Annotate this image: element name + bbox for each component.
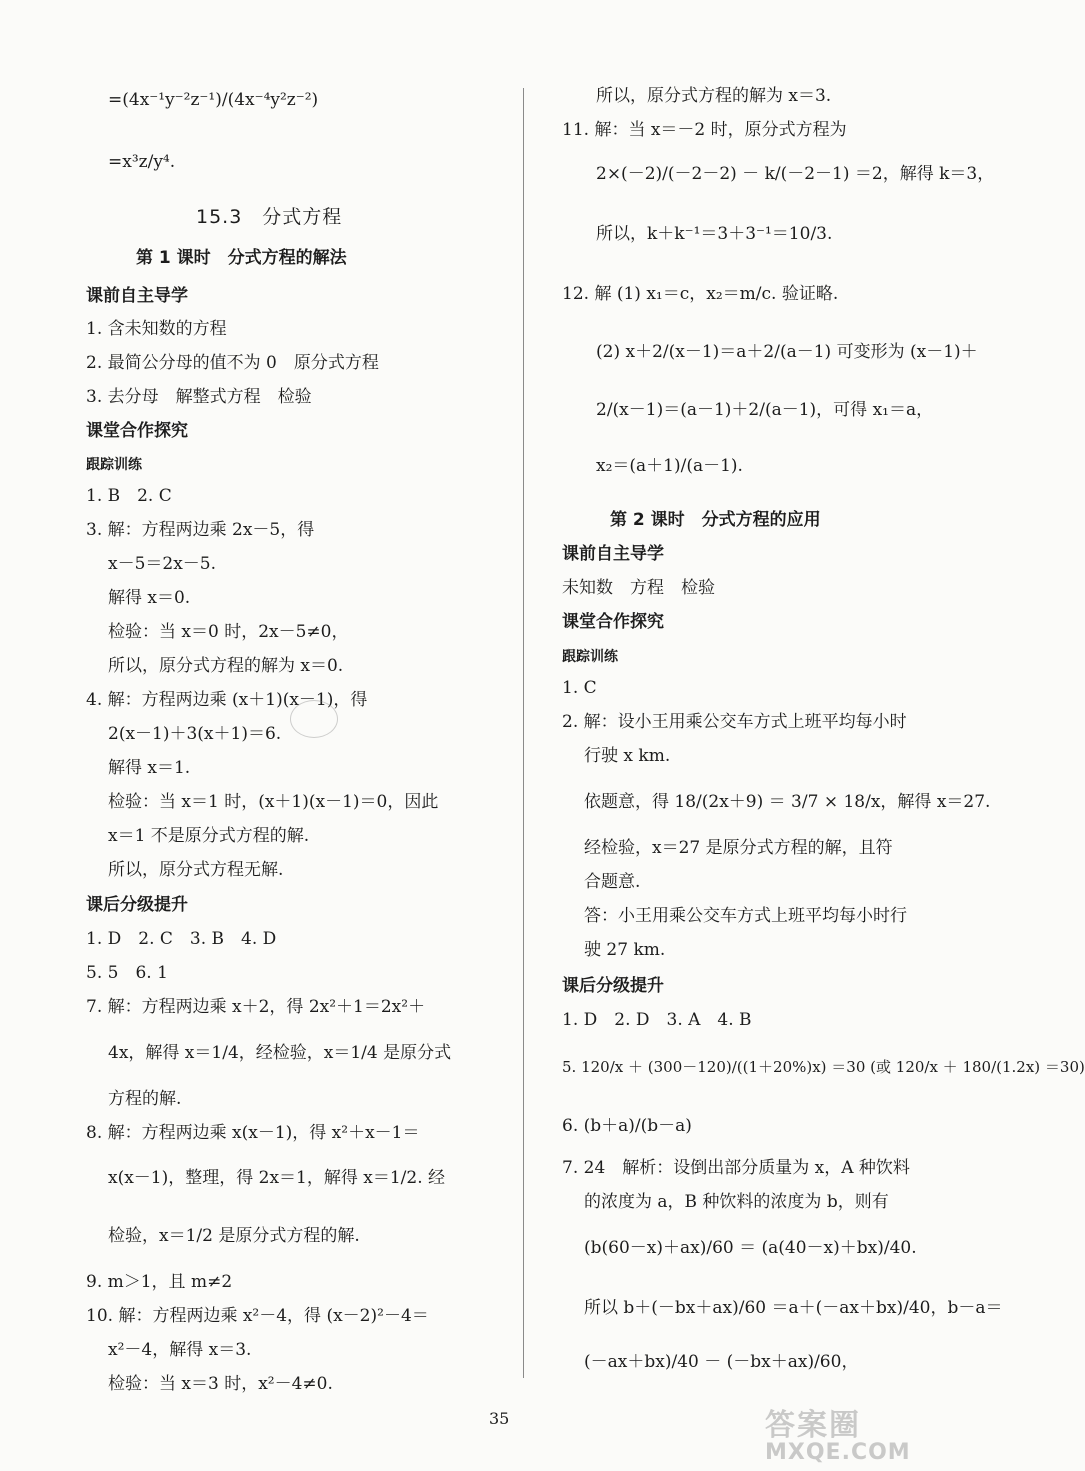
answer-line: 9. m＞1，且 m≠2 (86, 1272, 233, 1292)
heading-after-class: 课后分级提升 (562, 976, 664, 996)
answer-line: 未知数 方程 检验 (562, 578, 715, 598)
expression-line-2: =x³z/y⁴. (108, 152, 176, 172)
answer-line: 经检验，x＝27 是原分式方程的解，且符 (584, 838, 893, 858)
stamp-mark (290, 700, 338, 738)
answer-line: 检验，x＝1/2 是原分式方程的解. (108, 1226, 360, 1246)
lesson-1-title: 第 1 课时 分式方程的解法 (136, 248, 347, 268)
answer-line: 解得 x＝1. (108, 758, 191, 778)
expression-line-1: =(4x⁻¹y⁻²z⁻¹)/(4x⁻⁴y²z⁻²) (108, 90, 319, 110)
answer-line: 所以，k＋k⁻¹＝3＋3⁻¹＝10/3. (596, 224, 833, 244)
answer-line: 所以，原分式方程无解. (108, 860, 284, 880)
answer-line: 2. 解：设小王用乘公交车方式上班平均每小时 (562, 712, 907, 732)
answer-line: 3. 去分母 解整式方程 检验 (86, 387, 312, 407)
lesson-2-title: 第 2 课时 分式方程的应用 (610, 510, 821, 530)
answer-line: 3. 解：方程两边乘 2x－5，得 (86, 520, 315, 540)
answer-line: 12. 解 (1) x₁＝c，x₂＝m/c. 验证略. (562, 284, 839, 304)
section-title: 15.3 分式方程 (196, 206, 343, 228)
answer-line: x₂＝(a＋1)/(a－1). (596, 456, 743, 476)
answer-line: x²－4，解得 x＝3. (108, 1340, 252, 1360)
answer-line: 2×(－2)/(－2－2) － k/(－2－1) ＝2，解得 k＝3， (596, 164, 995, 184)
answer-line: 合题意. (584, 872, 641, 892)
answer-line: x(x－1)，整理，得 2x＝1，解得 x＝1/2. 经 (108, 1168, 446, 1188)
answer-line: (b(60－x)＋ax)/60 ＝ (a(40－x)＋bx)/40. (584, 1238, 917, 1258)
heading-after-class: 课后分级提升 (86, 895, 188, 915)
answer-line: 4. 解：方程两边乘 (x＋1)(x－1)，得 (86, 690, 368, 710)
answer-line: 所以，原分式方程的解为 x＝0. (108, 656, 344, 676)
answer-line: 1. 含未知数的方程 (86, 319, 227, 339)
answer-line: 10. 解：方程两边乘 x²－4，得 (x－2)²－4＝ (86, 1306, 429, 1326)
page-number: 35 (489, 1409, 510, 1428)
watermark-logo (765, 1400, 911, 1465)
answer-line: 检验：当 x＝3 时，x²－4≠0. (108, 1374, 333, 1394)
answer-line: (－ax＋bx)/40 － (－bx＋ax)/60， (584, 1352, 859, 1372)
heading-tracking: 跟踪训练 (562, 649, 618, 665)
answer-line: 7. 24 解析：设倒出部分质量为 x，A 种饮料 (562, 1158, 910, 1178)
watermark-url: MXQE.COM (765, 1440, 911, 1465)
answer-line: 的浓度为 a，B 种饮料的浓度为 b，则有 (584, 1192, 889, 1212)
answer-line: 方程的解. (108, 1089, 182, 1109)
watermark-text: 答案圈 (765, 1408, 861, 1443)
heading-classroom: 课堂合作探究 (562, 612, 664, 632)
column-divider (523, 88, 524, 1378)
answer-line: 4x，解得 x＝1/4，经检验，x＝1/4 是原分式 (108, 1043, 452, 1063)
heading-tracking: 跟踪训练 (86, 457, 142, 473)
answer-line: 2(x－1)＋3(x＋1)＝6. (108, 724, 282, 744)
answer-line: 行驶 x km. (584, 746, 671, 766)
answer-line: 检验：当 x＝1 时，(x＋1)(x－1)＝0，因此 (108, 792, 439, 812)
answer-line: 1. C (562, 678, 597, 698)
answer-line: 2/(x－1)＝(a－1)＋2/(a－1)，可得 x₁＝a， (596, 400, 934, 420)
answer-line: x＝1 不是原分式方程的解. (108, 826, 310, 846)
answer-line: (2) x＋2/(x－1)＝a＋2/(a－1) 可变形为 (x－1)＋ (596, 342, 978, 362)
answer-line: 1. D 2. C 3. B 4. D (86, 929, 277, 949)
answer-line: 2. 最简公分母的值不为 0 原分式方程 (86, 353, 379, 373)
heading-classroom: 课堂合作探究 (86, 421, 188, 441)
answer-line: 驶 27 km. (584, 940, 666, 960)
answer-line: 11. 解：当 x＝－2 时，原分式方程为 (562, 120, 847, 140)
heading-preview: 课前自主导学 (86, 286, 188, 306)
answer-line: 6. (b＋a)/(b－a) (562, 1116, 692, 1136)
answer-line: 检验：当 x＝0 时，2x－5≠0， (108, 622, 349, 642)
answer-line: 所以 b＋(－bx＋ax)/60 ＝a＋(－ax＋bx)/40，b－a＝ (584, 1298, 1003, 1318)
answer-line: 8. 解：方程两边乘 x(x－1)，得 x²＋x－1＝ (86, 1123, 420, 1143)
answer-line: 依题意，得 18/(2x＋9) ＝ 3/7 × 18/x，解得 x＝27. (584, 792, 991, 812)
answer-line: 7. 解：方程两边乘 x＋2，得 2x²＋1＝2x²＋ (86, 997, 426, 1017)
answer-line: 1. D 2. D 3. A 4. B (562, 1010, 752, 1030)
answer-line: 5. 120/x ＋ (300－120)/((1＋20%)x) ＝30 (或 120/x ＋ 180/(1.2x) ＝30) (562, 1058, 1085, 1076)
answer-line: 5. 5 6. 1 (86, 963, 168, 983)
heading-preview: 课前自主导学 (562, 544, 664, 564)
answer-line: 答：小王用乘公交车方式上班平均每小时行 (584, 906, 907, 926)
answer-line: 所以，原分式方程的解为 x＝3. (596, 86, 832, 106)
answer-line: 1. B 2. C (86, 486, 172, 506)
answer-line: 解得 x＝0. (108, 588, 191, 608)
answer-line: x－5＝2x－5. (108, 554, 217, 574)
